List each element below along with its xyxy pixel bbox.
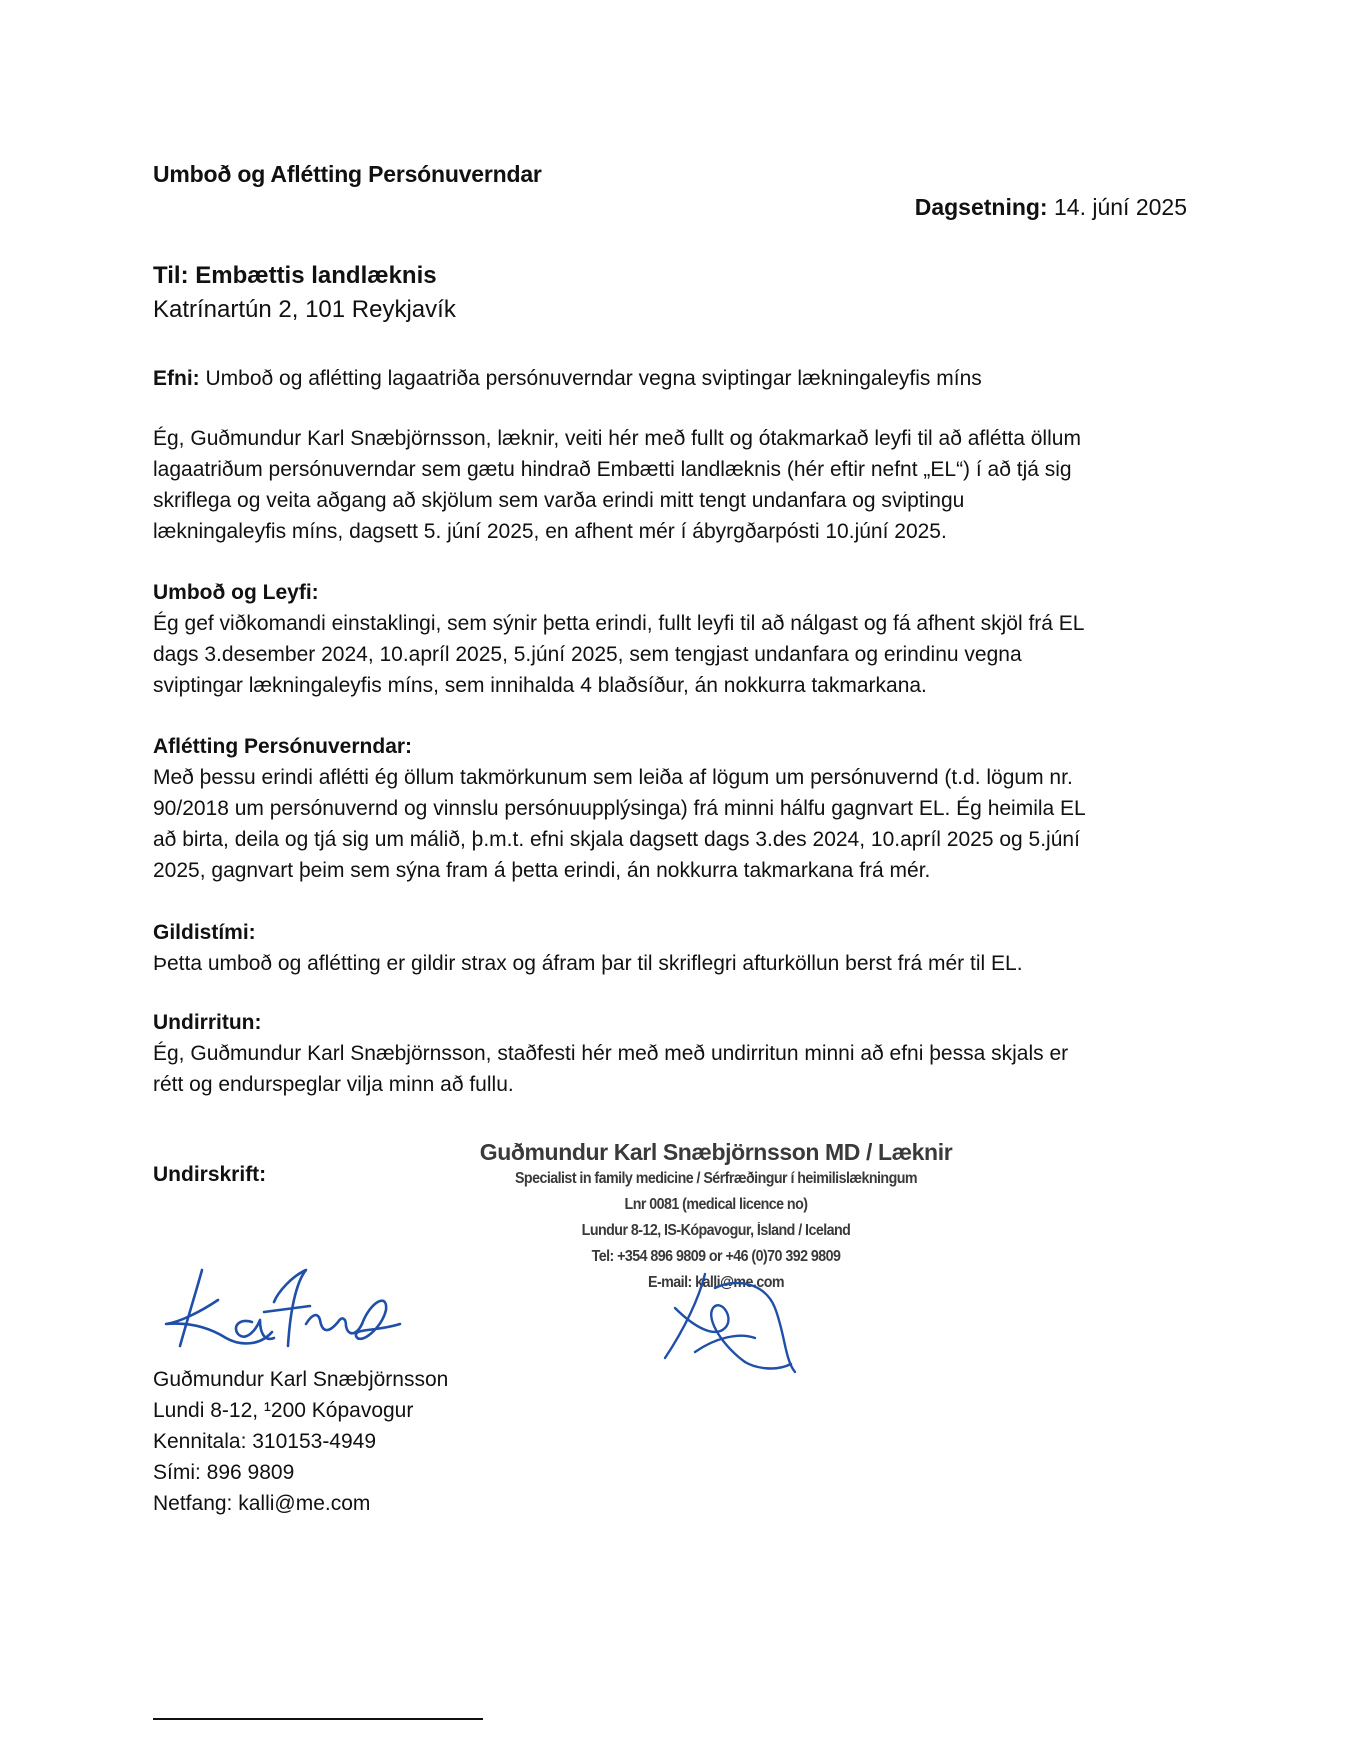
section-heading: Aflétting Persónuverndar:: [153, 735, 413, 758]
date-label: Dagsetning:: [914, 194, 1048, 220]
contact-phone: Sími: 896 9809: [153, 1461, 295, 1484]
section-line: 2025, gagnvart þeim sem sýna fram á þetta erindi, án nokkurra takmarkana frá mér.: [153, 859, 931, 882]
section-authorization: [153, 577, 1213, 701]
date-line: [915, 194, 1187, 221]
signature-label: Undirskrift:: [153, 1163, 267, 1186]
stamp-phone: Tel: +354 896 9809 or +46 (0)70 392 9809: [591, 1248, 841, 1265]
section-validity: [153, 917, 1213, 979]
stamp-specialty: Specialist in family medicine / Sérfræðingur í heimilislækningum: [514, 1170, 918, 1187]
recipient-title: Til: Embættis landlæknis: [153, 262, 437, 289]
stamp-email: E-mail: kalli@me.com: [647, 1274, 785, 1291]
section-line: sviptingar lækningaleyfis míns, sem innihalda 4 blaðsíður, án nokkurra takmarkana.: [153, 674, 927, 697]
stamp-name: Guðmundur Karl Snæbjörnsson MD / Læknir: [479, 1139, 953, 1165]
recipient-address: Katrínartún 2, 101 Reykjavík: [153, 296, 456, 323]
section-line: Þetta umboð og aflétting er gildir strax og áfram þar til skriflegri afturköllun berst frá mér til EL.: [153, 952, 1023, 975]
section-heading: Gildistími:: [153, 921, 256, 944]
handwritten-signature: [160, 1262, 410, 1352]
section-heading: Umboð og Leyfi:: [153, 581, 319, 604]
stamp-address: Lundur 8-12, IS-Kópavogur, Ísland / Iceland: [581, 1222, 851, 1239]
subject-text: Umboð og aflétting lagaatriða persónuverndar vegna sviptingar lækningaleyfis míns: [205, 367, 982, 390]
section-heading: Undirritun:: [153, 1011, 262, 1034]
date-value: 14. júní 2025: [1053, 194, 1187, 220]
document-title: Umboð og Aflétting Persónuverndar: [153, 161, 542, 187]
section-line: rétt og endurspeglar vilja minn að fullu.: [153, 1073, 514, 1096]
intro-line: lækningaleyfis míns, dagsett 5. júní 2025, en afhent mér í ábyrgðarpósti 10.júní 2025.: [153, 520, 947, 543]
stamp-signature: [655, 1268, 805, 1378]
subject-line: [153, 363, 1213, 394]
section-line: að birta, deila og tjá sig um málið, þ.m.t. efni skjala dagsett dags 3.des 2024, 10.apríl 2025 og 5.júní: [153, 828, 1080, 851]
stamp-license: Lnr 0081 (medical licence no): [624, 1196, 808, 1213]
section-line: Ég gef viðkomandi einstaklingi, sem sýnir þetta erindi, fullt leyfi til að nálgast og fá afhent skjöl frá EL: [153, 612, 1085, 635]
section-privacy-waiver: [153, 731, 1213, 886]
contact-email: Netfang: kalli@me.com: [153, 1492, 371, 1515]
contact-name: Guðmundur Karl Snæbjörnsson: [153, 1368, 449, 1391]
contact-address: Lundi 8-12, ¹200 Kópavogur: [153, 1399, 414, 1422]
subject-label: Efni:: [153, 367, 200, 390]
intro-paragraph: [153, 423, 1213, 547]
intro-line: Ég, Guðmundur Karl Snæbjörnsson, læknir, veiti hér með fullt og ótakmarkað leyfi til að aflétta öllum: [153, 427, 1081, 450]
section-line: Ég, Guðmundur Karl Snæbjörnsson, staðfesti hér með með undirritun minni að efni þessa skjals er: [153, 1042, 1069, 1065]
intro-line: lagaatriðum persónuverndar sem gætu hindrað Embætti landlæknis (hér eftir nefnt „EL“) í að tjá sig: [153, 458, 1072, 481]
footnote-divider: [153, 1718, 483, 1720]
intro-line: skriflega og veita aðgang að skjölum sem varða erindi mitt tengt undanfara og sviptingu: [153, 489, 965, 512]
contact-kennitala: Kennitala: 310153-4949: [153, 1430, 377, 1453]
section-line: 90/2018 um persónuvernd og vinnslu persónuupplýsinga) frá minni hálfu gagnvart EL. Ég heimila EL: [153, 797, 1086, 820]
contact-block: [153, 1364, 448, 1519]
section-line: Með þessu erindi aflétti ég öllum takmörkunum sem leiða af lögum um persónuvernd (t.d. lögum nr.: [153, 766, 1073, 789]
section-line: dags 3.desember 2024, 10.apríl 2025, 5.júní 2025, sem tengjast undanfara og erindinu vegna: [153, 643, 1022, 666]
section-signing: [153, 1007, 1213, 1100]
